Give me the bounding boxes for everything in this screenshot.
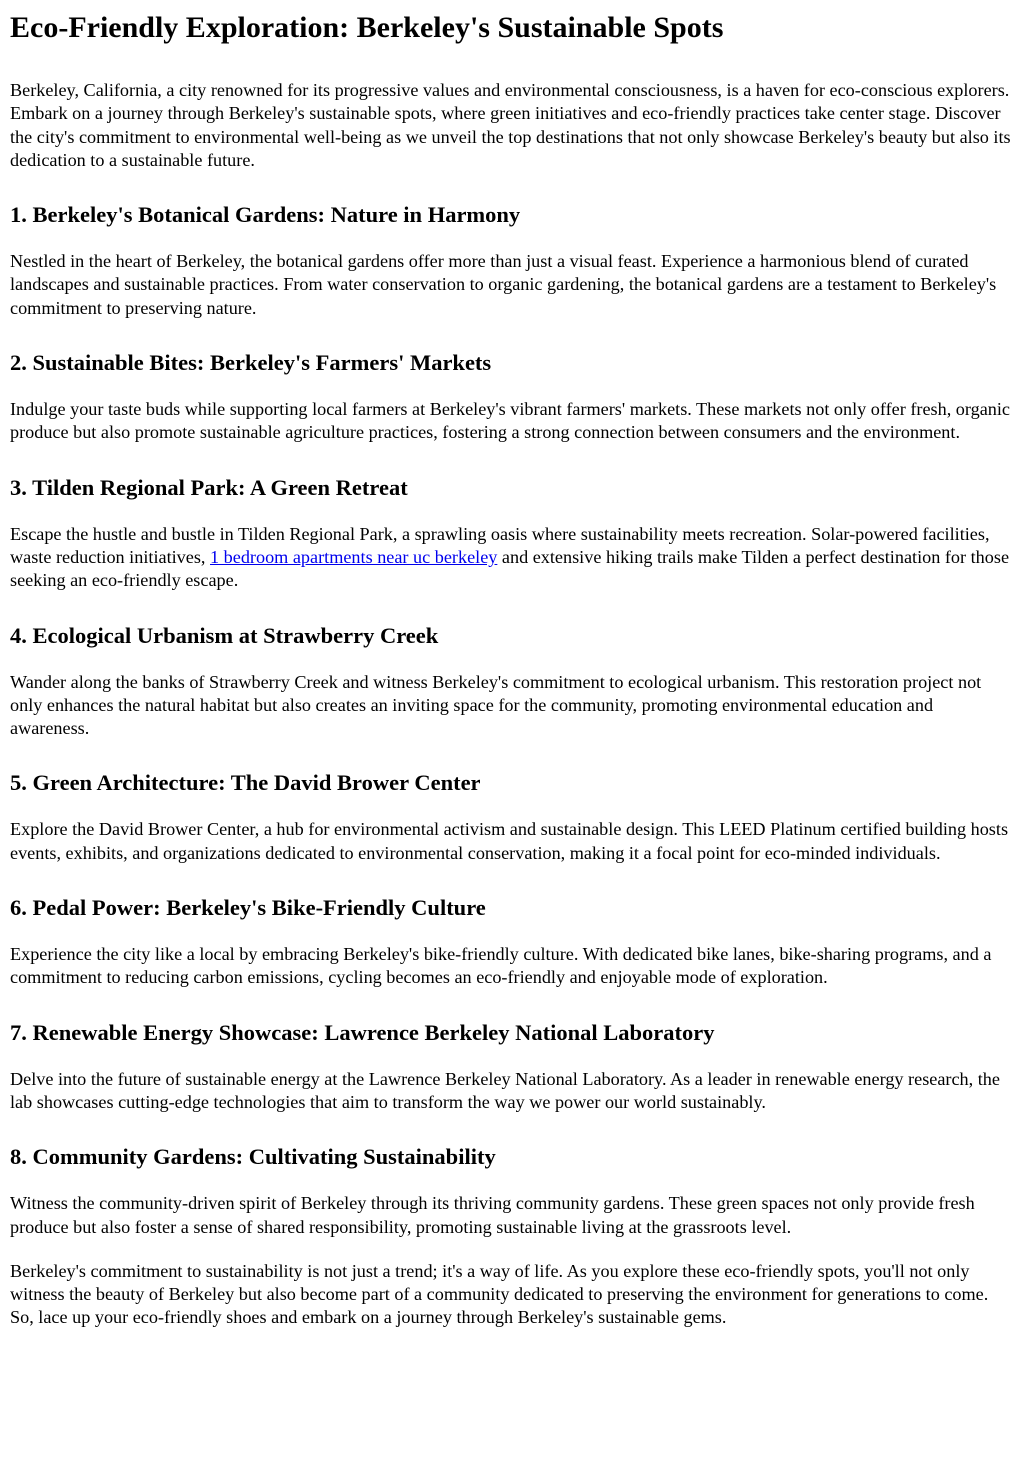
section-heading: 4. Ecological Urbanism at Strawberry Creek bbox=[10, 622, 439, 648]
section-body: Explore the David Brower Center, a hub for environmental activism and sustainable design. This LEED Platinum certified building hosts events, exhibits, and organizations dedicated to environmental conservation, making it a focal point for eco-minded individuals. bbox=[10, 819, 1009, 863]
apartments-link[interactable]: 1 bedroom apartments near uc berkeley bbox=[210, 546, 498, 567]
section-heading: 3. Tilden Regional Park: A Green Retreat bbox=[10, 474, 408, 500]
section-bike-culture bbox=[10, 894, 1016, 990]
section-body-before-link: Escape the hustle and bustle in Tilden Regional Park, a sprawling oasis where sustainability meets recreation. Solar-powered facilities, waste reduction initiatives, bbox=[10, 523, 990, 567]
section-body: Indulge your taste buds while supporting local farmers at Berkeley's vibrant farmers' markets. These markets not only offer fresh, organic produce but also promote sustainable agriculture practices, fostering a strong connection between consumers and the environment. bbox=[10, 399, 1011, 443]
article bbox=[0, 10, 1024, 1330]
section-heading: 7. Renewable Energy Showcase: Lawrence Berkeley National Laboratory bbox=[10, 1019, 715, 1045]
section-body: Delve into the future of sustainable energy at the Lawrence Berkeley National Laboratory. As a leader in renewable energy research, the lab showcases cutting-edge technologies that aim to transform the way we power our world sustainably. bbox=[10, 1068, 1000, 1112]
section-body: Experience the city like a local by embracing Berkeley's bike-friendly culture. With dedicated bike lanes, bike-sharing programs, and a commitment to reducing carbon emissions, cycling becomes an eco-friendly and enjoyable mode of exploration. bbox=[10, 944, 992, 988]
section-heading: 1. Berkeley's Botanical Gardens: Nature in Harmony bbox=[10, 202, 521, 228]
section-body bbox=[10, 523, 1016, 593]
section-heading: 2. Sustainable Bites: Berkeley's Farmers' Markets bbox=[10, 350, 492, 376]
section-tilden-park bbox=[10, 474, 1016, 593]
section-heading: 6. Pedal Power: Berkeley's Bike-Friendly Culture bbox=[10, 895, 486, 921]
page-title: Eco-Friendly Exploration: Berkeley's Sustainable Spots bbox=[10, 11, 724, 44]
section-botanical-gardens bbox=[10, 201, 1016, 320]
section-community-gardens bbox=[10, 1143, 1016, 1239]
section-strawberry-creek bbox=[10, 622, 1016, 741]
intro-paragraph: Berkeley, California, a city renowned for its progressive values and environmental consciousness, is a haven for eco-conscious explorers. Embark on a journey through Berkeley's sustainable spots, where green initiatives and eco-friendly practices take center stage. Discover the city's commitment to environmental well-being as we unveil the top destinations that not only showcase Berkeley's beauty but also its dedication to a sustainable future. bbox=[10, 80, 1011, 170]
section-farmers-markets bbox=[10, 349, 1016, 445]
section-body: Wander along the banks of Strawberry Creek and witness Berkeley's commitment to ecological urbanism. This restoration project not only enhances the natural habitat but also creates an inviting space for the community, promoting environmental education and awareness. bbox=[10, 671, 982, 739]
section-body: Witness the community-driven spirit of Berkeley through its thriving community gardens. These green spaces not only provide fresh produce but also foster a sense of shared responsibility, promoting sustainable living at the grassroots level. bbox=[10, 1193, 975, 1237]
section-body: Nestled in the heart of Berkeley, the botanical gardens offer more than just a visual feast. Experience a harmonious blend of curated landscapes and sustainable practices. From water conservation to organic gardening, the botanical gardens are a testament to Berkeley's commitment to preserving nature. bbox=[10, 251, 997, 318]
section-body-after-link: and extensive hiking trails make Tilden a perfect destination for those seeking an eco-friendly escape. bbox=[10, 546, 1010, 591]
section-heading: 5. Green Architecture: The David Brower Center bbox=[10, 770, 481, 796]
closing-paragraph: Berkeley's commitment to sustainability is not just a trend; it's a way of life. As you explore these eco-friendly spots, you'll not only witness the beauty of Berkeley but also become part of a community dedicated to preserving the environment for generations to come. So, lace up your eco-friendly shoes and embark on a journey through Berkeley's sustainable gems. bbox=[10, 1260, 989, 1328]
section-david-brower-center bbox=[10, 769, 1016, 865]
section-heading: 8. Community Gardens: Cultivating Sustainability bbox=[10, 1144, 496, 1170]
section-berkeley-lab bbox=[10, 1019, 1016, 1115]
